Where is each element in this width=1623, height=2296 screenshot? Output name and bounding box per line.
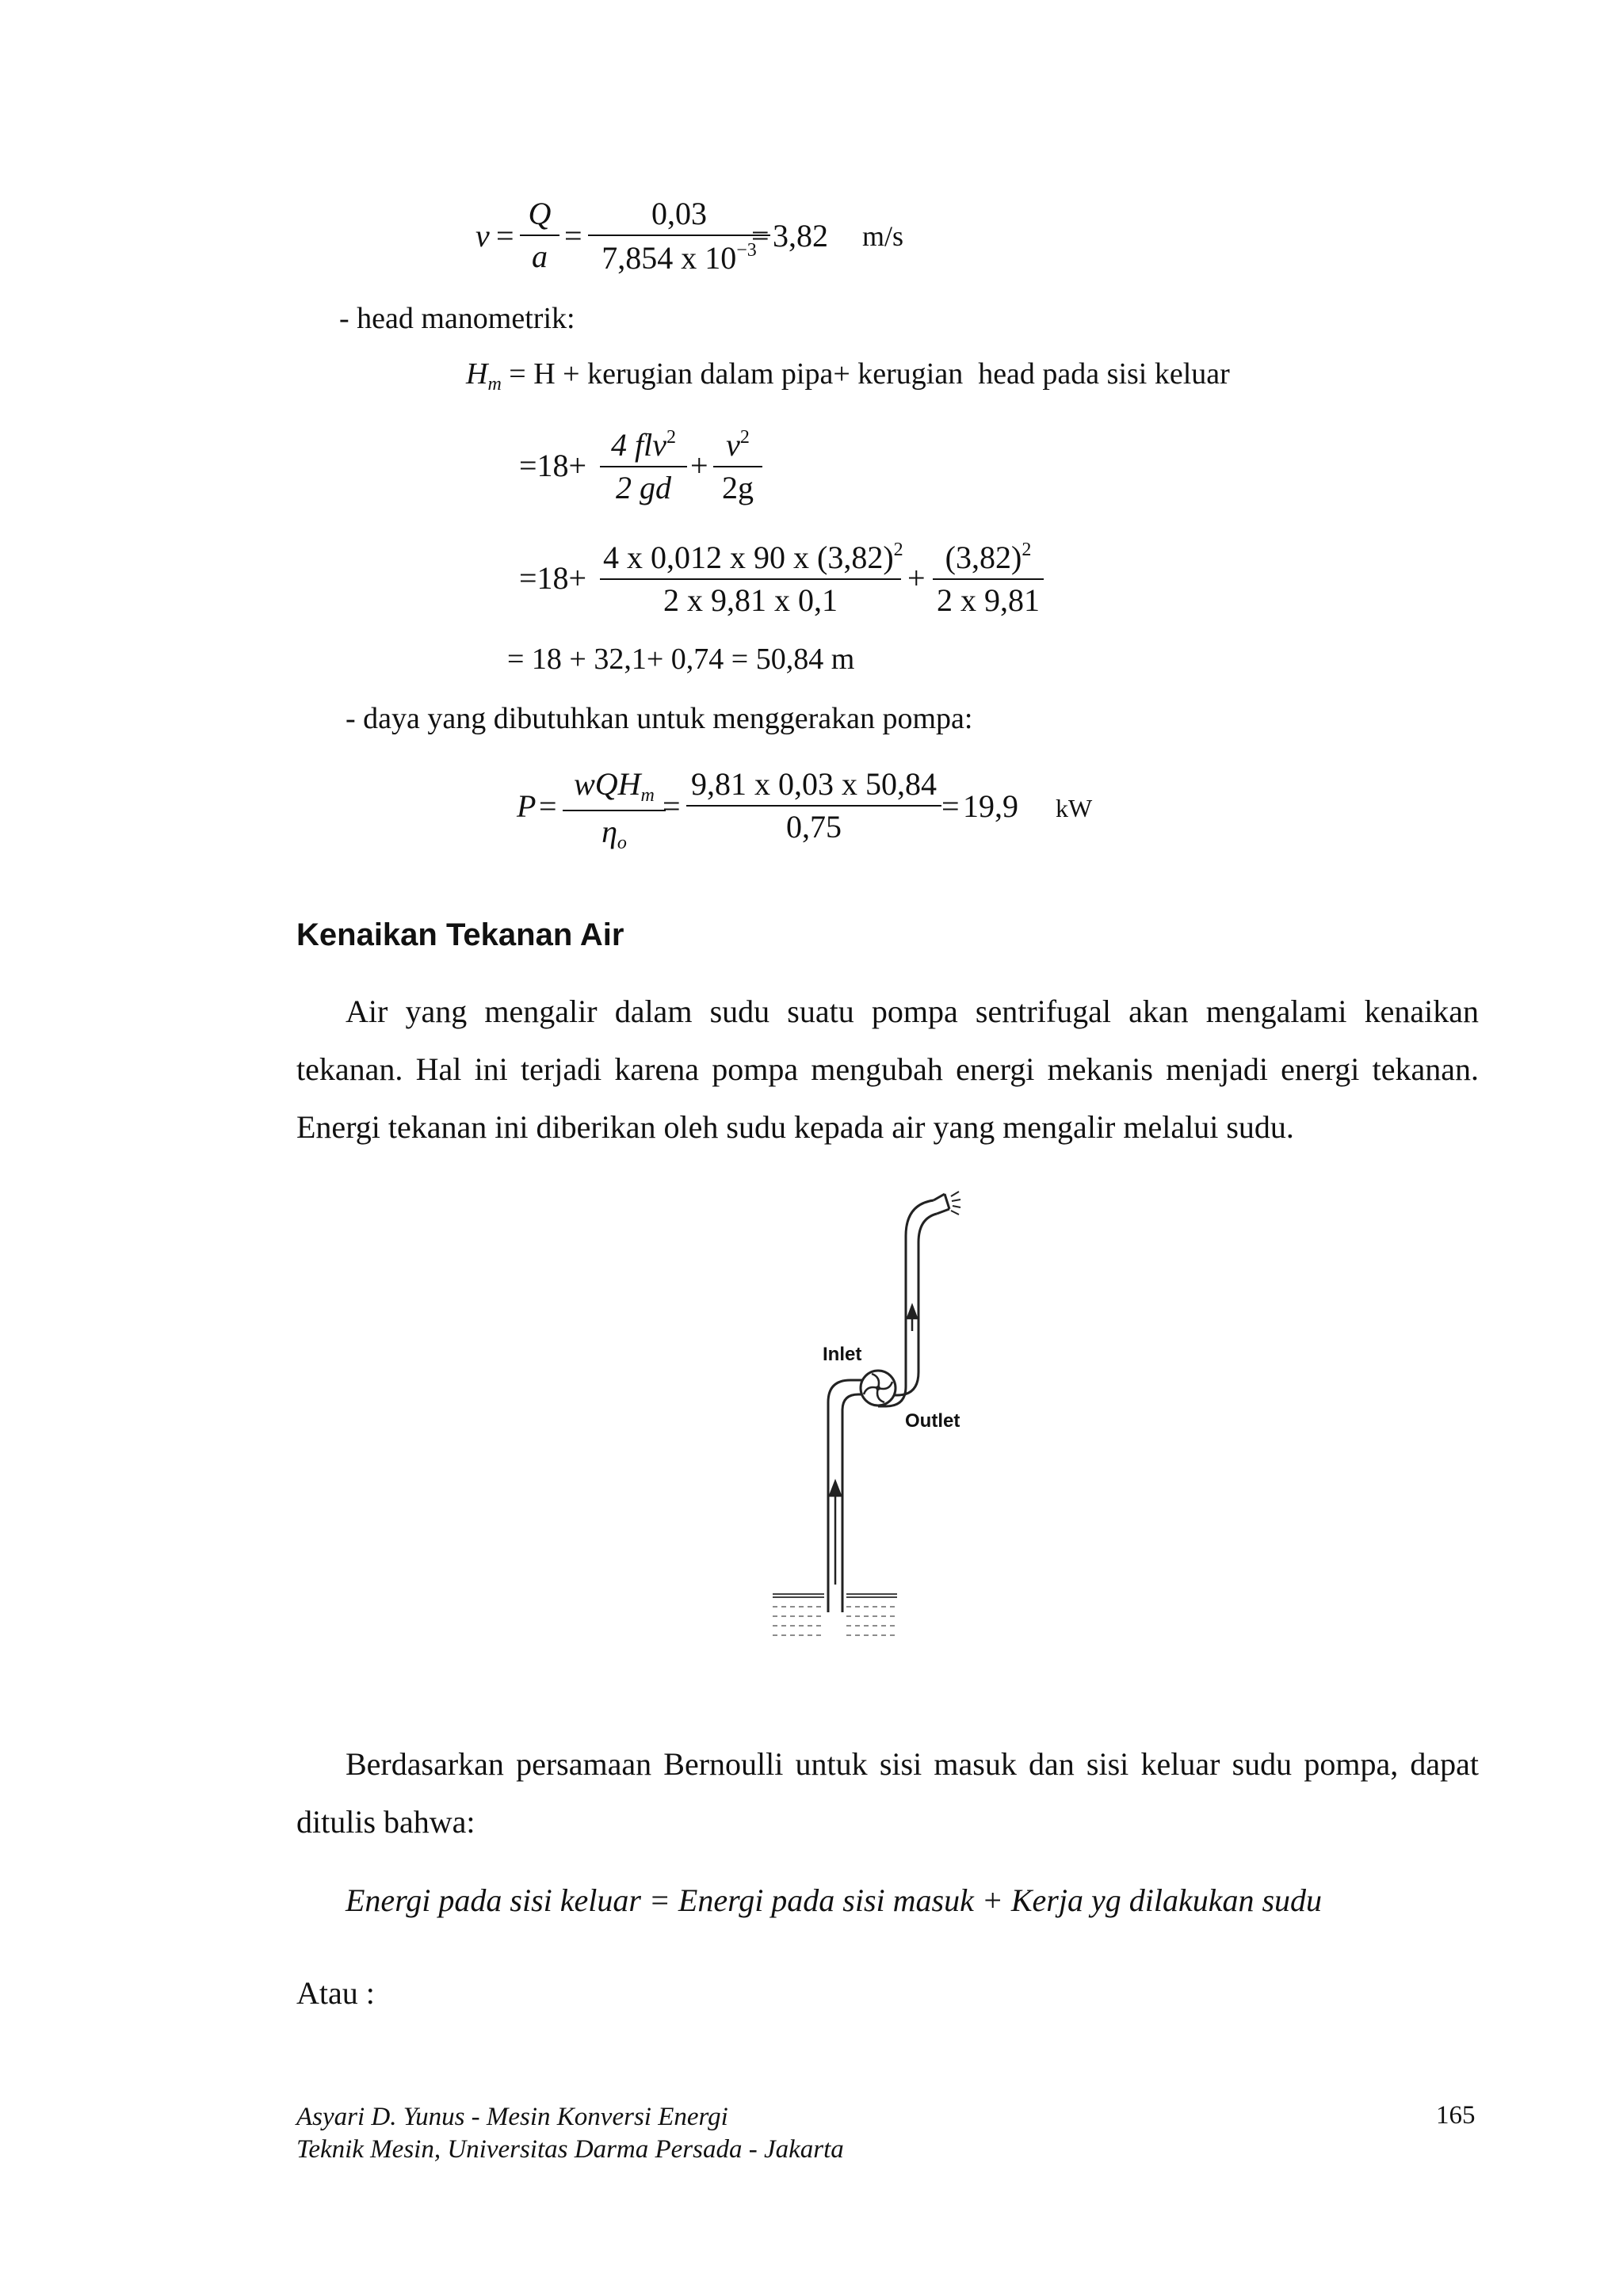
eq-v-unit: m/s xyxy=(862,220,904,252)
hm-formula-frac2: $v^2$ 2g xyxy=(713,428,762,504)
paragraph-1: Air yang mengalir dalam sudu suatu pompa sentrifugal akan mengalami kenaikan tekanan. Hal ini terjadi karena pompa mengubah energi mekanis menjadi energi tekanan. Energi tekanan ini diberikan oleh sudu kepada air yang mengalir melalui sudu. xyxy=(296,994,1479,1145)
footer-author xyxy=(296,2101,844,2166)
footer-line-2: Teknik Mesin, Universitas Darma Persada - Jakarta xyxy=(296,2135,844,2164)
hm-numeric-frac1: 4 x 0,012 x 90 x $(3,82)^2$ 2 x 9,81 x 0,1 xyxy=(600,540,901,616)
pump-diagram xyxy=(761,1173,999,1656)
hm-definition: $H_m = H$ + kerugian dalam pipa+ kerugian head pada sisi keluar xyxy=(466,357,1230,395)
page-number: 165 xyxy=(1436,2101,1476,2130)
paragraph-2: Berdasarkan persamaan Bernoulli untuk sisi masuk dan sisi keluar sudu pompa, dapat ditulis bahwa: xyxy=(296,1746,1479,1840)
footer-line-1: Asyari D. Yunus - Mesin Konversi Energi xyxy=(296,2103,728,2131)
hm-numeric-frac2: $(3,82)^2$ 2 x 9,81 xyxy=(933,540,1044,616)
head-manometrik-label: - head manometrik: xyxy=(339,302,575,335)
eq-v-frac2: 0,03 7,854 x $10^{-3}$ xyxy=(588,198,770,274)
equation-power: P = wQH$_m$ $\eta_o$ = 9,81 x 0,03 x 50,84 0,75 = 19,9 kW xyxy=(517,766,1093,853)
hm-formula-frac1: 4 flv$^2$ 2 gd xyxy=(600,428,687,504)
eq-v-frac1: Q a xyxy=(520,198,559,273)
equation-velocity: v = Q a = 0,03 7,854 x $10^{-3}$ = 3,82 m/s xyxy=(475,196,904,276)
energy-equation: Energi pada sisi keluar = Energi pada sisi masuk + Kerja yg dilakukan sudu xyxy=(346,1882,1323,1918)
inlet-label: Inlet xyxy=(823,1344,862,1365)
hm-result: = 18 + 32,1+ 0,74 = 50,84 m xyxy=(507,643,855,676)
hm-numeric: =18+ 4 x 0,012 x 90 x $(3,82)^2$ 2 x 9,81 x 0,1 + $(3,82)^2$ 2 x 9,81 xyxy=(519,540,1074,627)
water-surface xyxy=(773,1594,897,1597)
outlet-label: Outlet xyxy=(905,1410,960,1432)
eq-power-unit: kW xyxy=(1056,794,1093,822)
eq-v-result: 3,82 xyxy=(773,218,828,254)
hm-formula: =18+ 4 flv$^2$ 2 gd + $v^2$ 2g xyxy=(519,428,852,515)
atau-text: Atau : xyxy=(296,1975,375,2011)
pump-diagram-svg xyxy=(761,1173,999,1656)
pump-impeller-icon xyxy=(861,1371,896,1405)
eq-power-frac1: wQH$_m$ $\eta_o$ xyxy=(563,769,666,852)
eq-power-frac2: 9,81 x 0,03 x 50,84 0,75 xyxy=(686,769,941,843)
section-heading: Kenaikan Tekanan Air xyxy=(296,917,624,952)
power-label: - daya yang dibutuhkan untuk menggerakan pompa: xyxy=(346,702,973,735)
eq-power-result: 19,9 xyxy=(963,788,1018,824)
eq-v-lhs: v xyxy=(475,218,490,254)
